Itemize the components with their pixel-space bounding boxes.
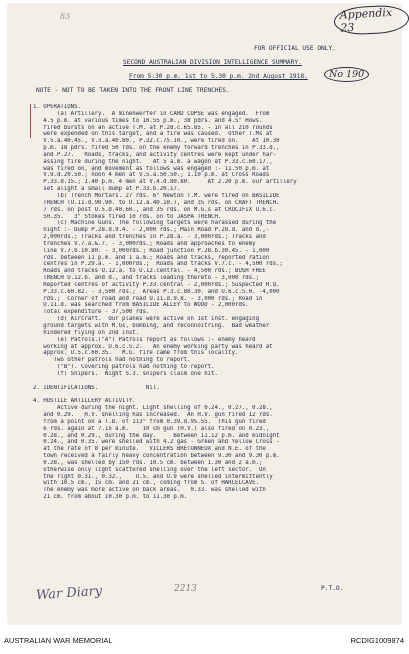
document-line: assing fire during the night. At 5 a.m. a wagon at P.33.c.60.17., xyxy=(33,158,273,165)
document-line: Reported centres of activity P.33.central - 2,000rds.; Suspected H.Q. xyxy=(33,281,280,288)
document-body xyxy=(33,104,395,501)
document-line: was fired on, and movement as follows was engaged :- 11.50 p.m. at xyxy=(33,165,270,172)
pto-marker: P.T.O. xyxy=(321,585,344,592)
document-line: with 10.5 cm., 15 cm. and 21 cm., coming from S. of HARCELCAVE. xyxy=(33,480,259,487)
document-line: P.33.d.15.; 1.40 p.m. 4 men at V.4.d.80.80. At 2.20 p.m. our artillery xyxy=(33,179,297,186)
document-line: Total expenditure - 37,500 rds. xyxy=(33,309,150,316)
document-line: at the rate of 8 per minute. VILLERS BRETONNEUX and N.E. of the xyxy=(33,446,266,453)
document-line: line V.7.b.10.80. - 3,000rds.; Road junction P.28.b.30.45. - 1,000 xyxy=(33,247,270,254)
document-line: from a point on a T.B. of 113° from 0.39.d.95.55. This gun fired xyxy=(33,418,266,425)
document-title: SECOND AUSTRALIAN DIVISION INTELLIGENCE SUMMARY. xyxy=(123,59,302,66)
document-line: and P.27. Roads, tracks, and activity centres were kept under har- xyxy=(33,151,277,158)
document-line: (b) Trench Mortars. 27 rds. 6" Newton T.M. were fired on BASILIDE xyxy=(33,192,280,199)
document-line: V.9.d.20.50.; noon 4 men at V.5.a.50.50.; 1.10 p.m. at Cross Roads xyxy=(33,172,270,179)
document-line: (c) Machine Guns. The following targets were harassed during the xyxy=(33,220,277,227)
document-line: 2,000rds.; Tracks and trenches in P.28.a. - 3,000rds.; Tracks and xyxy=(33,234,266,241)
document-line: (f) Snipers. Night S.3. snipers claim one hit. xyxy=(33,370,218,377)
pencil-number: 83 xyxy=(60,12,71,21)
document-line: p.m. 18 pdrs. fired 50 rds. on the enemy forward trenches in P.33.d., xyxy=(33,145,280,152)
document-line: TRENCH U.12.b. and d., and tracks leading thereto - 3,000 rds.; xyxy=(33,275,259,282)
document-line: ground targets with M.Gs, bombing, and reconnoitring. Bad weather xyxy=(33,323,270,329)
record-id: RCDIG1009874 xyxy=(350,636,404,645)
handwritten-note: War Diary xyxy=(35,583,103,604)
document-line: and 0.29. H.V. shelling has increased. An H.V. gun fired 12 rds. xyxy=(33,411,273,418)
period-line: From 5.30 p.m. 1st to 5.30 p.m. 2nd August 1918. xyxy=(129,73,308,80)
document-line: Active during the night. Light shelling of 0.24., 0.27., 0.28., xyxy=(33,405,273,412)
document-line: rds. between 11 p.m. and 1 a.m.; Roads and tracks, reported ration xyxy=(33,254,270,261)
document-line: 0.28., was shelled by 150 rds. 10.5 cm. between 1.30 and 2 a.m.; xyxy=(33,459,263,466)
document-line: V.5.a.40.45., V.3.a.40.80., P.32.c.75.10., were fired on. At 10.30 xyxy=(33,138,280,145)
document-line: town received a fairly heavy concentration between 9.30 and 9.30 p.m. xyxy=(33,453,280,460)
document-line: Roads and tracks U.12.a. to U.12.central. - 4,500 rds.; BUSH FREE xyxy=(33,268,266,275)
document-line xyxy=(33,391,395,398)
document-line: 21 cm. from about 10.30 p.m. to 11.30 p.m. xyxy=(33,494,188,501)
archive-footer xyxy=(0,633,409,654)
document-line: ("B"). Covering patrols had nothing to report. xyxy=(33,364,215,371)
document-line: set alight a small dump at P.33.b.20.17. xyxy=(33,186,181,193)
document-line: 1. OPERATIONS. xyxy=(33,104,81,110)
document-line: U.11.d. was searched from BASILIDE ALLEY to WOOD - 2,000rds. xyxy=(33,302,249,309)
document-line: 7 rds. on post U.5.d.40.60., and 35 rds. on M.G.s at CRUCIFIX U.6.c. xyxy=(33,206,277,213)
document-line: hindered flying on 2nd inst. xyxy=(33,329,140,336)
document-line: fired bursts on an active T.M. at P.28.c.65.85. - in all 210 rounds xyxy=(33,124,273,131)
document-line: 0.28., and 0.29., during the day. Between 11.12 p.m. and midnight xyxy=(33,432,280,439)
document-line: P.33.c.60.82. - 3,500 rds.; Areas P.3.c.80.30. and U.6.c.5.0. -4,000 xyxy=(33,288,280,295)
document-line: 4.5 p.m. at various times to 10.55 p.m., 38 pdrs. and 4.5" Hows. xyxy=(33,117,263,124)
document-line: The enemy was more active on back areas. 0.33. was shelled with xyxy=(33,487,266,494)
classification-line: FOR OFFICIAL USE ONLY. xyxy=(254,45,336,52)
document-line: (e) Patrols.("A") Patrols report as follows :- enemy heard xyxy=(33,336,256,343)
document-line: trenches V.7.a.&.7. - 3,000rds.; Roads and approaches to enemy xyxy=(33,240,256,247)
document-line: were expended on this target, and a fire was caused. Other T.Ms at xyxy=(33,131,273,138)
document-line: approx. U.5.c.60.35. M.G. fire came from this locality. xyxy=(33,350,239,357)
document-line: Two other patrols had nothing to report. xyxy=(33,357,191,364)
document-line: rds.; Corner of road and road U.11.d.9.8. - 3,000 rds.; Road in xyxy=(33,295,263,302)
pencil-page-number: 2213 xyxy=(174,584,197,594)
summary-number: No 190 xyxy=(324,67,369,82)
document-line: night :- Dump P.28.d.9.4. - 2,000 rds.; Main Road P.28.d. and d.,- xyxy=(33,227,270,234)
document-line: the right 0.31., 0.32., U.5. and U.9 were shelled intermittently xyxy=(33,473,273,480)
archive-name: AUSTRALIAN WAR MEMORIAL xyxy=(4,636,113,645)
document-line: 2. IDENTIFICATIONS. Nil. xyxy=(33,384,160,391)
appendix-stamp: Appendix 23 xyxy=(333,4,409,36)
document-line: otherwise only light scattered shelling over the left sector. On xyxy=(33,466,266,473)
document-line: working at approx. U.6.c.5.2. An enemy working party was heard at xyxy=(33,343,273,350)
document-line: 4. HOSTILE ARTILLERY ACTIVITY. xyxy=(33,398,136,405)
document-line: centres in P.29.a. - 1,000rds.; Roads and tracks V.7.c. - 4,500 rds.; xyxy=(33,261,283,268)
document-line xyxy=(33,378,395,385)
document-line: 6 rds. again at 7.15 a.m. 10 cm gun (H.V.) also fired on 0.23., xyxy=(33,425,270,432)
document-line: 0.24., and 0.35. were shelled with 4.2 gas - Green and Yellow Cross - xyxy=(33,439,280,446)
handling-note: NOTE - NOT TO BE TAKEN INTO THE FRONT LINE TRENCHES. xyxy=(36,87,230,94)
document-line: TRENCH (U.11.d.90.90. to U.12.a.40.10.), and 35 rds. on CRAFT TRENCH. xyxy=(33,199,280,206)
document-line: (a) Artillery. A minenwerfer in CARD COPSE was engaged. From xyxy=(33,110,270,117)
document-line: 50.35. 3" Stokes fired 10 rds. on to JASPA TRENCH. xyxy=(33,213,222,220)
document-line: (d) Aircraft. Our planes were active on 1st inst. engaging xyxy=(33,316,259,323)
